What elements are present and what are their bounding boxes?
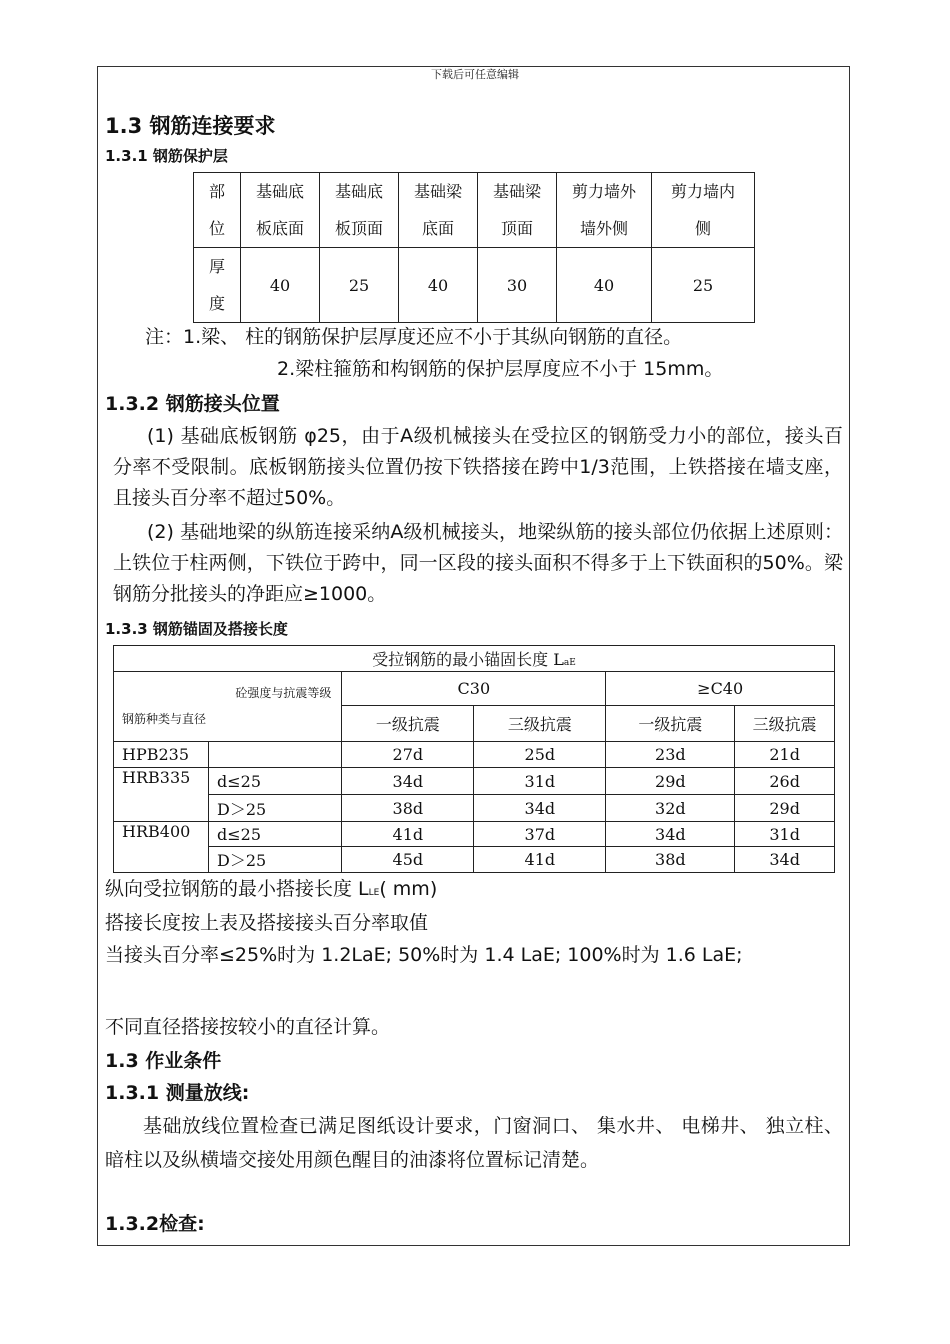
anchor-value: 34d	[735, 847, 835, 873]
cover-row-label-part: 部 位	[194, 173, 241, 248]
table-row	[114, 768, 835, 795]
bar-diameter: d≤25	[209, 822, 342, 847]
grade-c30: C30	[342, 672, 606, 706]
seismic-header: 一级抗震	[606, 706, 735, 742]
cover-col-header: 剪力墙内 侧	[652, 173, 755, 248]
note-1: 注：1.梁、 柱的钢筋保护层厚度还应不小于其纵向钢筋的直径。	[145, 326, 683, 348]
anchor-value: 31d	[735, 822, 835, 847]
page-header: 下载后可任意编辑	[431, 68, 519, 81]
lap-length-title: 纵向受拉钢筋的最小搭接长度 LLE( mm)	[105, 878, 438, 900]
bar-diameter	[209, 742, 342, 768]
cover-value: 25	[320, 248, 399, 323]
section-1-3-2-check-title: 1.3.2检查:	[105, 1213, 205, 1235]
anchorage-corner-cell	[114, 672, 342, 742]
anchor-value: 34d	[342, 768, 474, 795]
note-2: 2.梁柱箍筋和构钢筋的保护层厚度应不小于 15mm。	[277, 358, 724, 380]
anchor-value: 34d	[606, 822, 735, 847]
anchor-value: 25d	[474, 742, 606, 768]
paragraph-survey: 基础放线位置检查已满足图纸设计要求，门窗洞口、 集水井、 电梯井、 独立柱、 暗柱以及纵横墙交接处用颜色醒目的油漆将位置标记清楚。	[105, 1115, 843, 1171]
anchor-value: 23d	[606, 742, 735, 768]
cover-col-header: 剪力墙外 墙外侧	[557, 173, 652, 248]
seismic-header: 三级抗震	[735, 706, 835, 742]
anchor-value: 29d	[606, 768, 735, 795]
paragraph-joint-1: (1) 基础底板钢筋 φ25，由于A级机械接头在受拉区的钢筋受力小的部位，接头百分率不受限制。底板钢筋接头位置仍按下铁搭接在跨中1/3范围，上铁搭接在墙支座，且接头百分率不超过50%。	[113, 425, 843, 509]
corner-top-label: 砼强度与抗震等级	[235, 686, 332, 700]
anchor-value: 38d	[606, 847, 735, 873]
anchor-value: 45d	[342, 847, 474, 873]
section-1-3-1-survey-title: 1.3.1 测量放线:	[105, 1082, 250, 1104]
bar-diameter: D＞25	[209, 847, 342, 873]
bar-type: HRB335	[114, 768, 209, 822]
anchorage-grade-row	[114, 672, 835, 706]
corner-bottom-label: 钢筋种类与直径	[122, 712, 207, 726]
lap-length-line-3: 不同直径搭接按较小的直径计算。	[105, 1016, 391, 1038]
anchor-value: 27d	[342, 742, 474, 768]
table-row	[114, 847, 835, 873]
section-1-3-2-title: 1.3.2 钢筋接头位置	[105, 393, 280, 415]
anchor-value: 21d	[735, 742, 835, 768]
anchor-value: 26d	[735, 768, 835, 795]
cover-col-header: 基础梁 底面	[399, 173, 478, 248]
anchorage-table	[113, 645, 835, 873]
cover-table	[193, 172, 755, 323]
bar-diameter: D＞25	[209, 795, 342, 822]
table-row	[114, 742, 835, 768]
anchor-value: 34d	[474, 795, 606, 822]
section-1-3-work-conditions-title: 1.3 作业条件	[105, 1050, 222, 1072]
lap-length-line-1: 搭接长度按上表及搭接接头百分率取值	[105, 912, 429, 934]
cover-table-header-row	[194, 173, 755, 248]
anchor-value: 29d	[735, 795, 835, 822]
section-1-3-1-title: 1.3.1 钢筋保护层	[105, 147, 228, 165]
table-row	[114, 795, 835, 822]
grade-c40: ≥C40	[606, 672, 835, 706]
cover-col-header: 基础底 板顶面	[320, 173, 399, 248]
cover-value: 40	[241, 248, 320, 323]
seismic-header: 三级抗震	[474, 706, 606, 742]
table-row	[114, 822, 835, 847]
cover-table-value-row	[194, 248, 755, 323]
cover-value: 40	[399, 248, 478, 323]
seismic-header: 一级抗震	[342, 706, 474, 742]
section-1-3-3-title: 1.3.3 钢筋锚固及搭接长度	[105, 620, 288, 638]
paragraph-joint-2: (2) 基础地梁的纵筋连接采纳A级机械接头，地梁纵筋的接头部位仍依据上述原则：上铁位于柱两侧，下铁位于跨中，同一区段的接头面积不得多于上下铁面积的50%。梁钢筋分批接头的净距应≥1000。	[113, 521, 843, 605]
section-1-3-title: 1.3 钢筋连接要求	[105, 114, 276, 138]
anchor-value: 41d	[474, 847, 606, 873]
anchor-value: 32d	[606, 795, 735, 822]
anchorage-caption: 受拉钢筋的最小锚固长度 LaE	[114, 646, 835, 672]
bar-type: HPB235	[114, 742, 209, 768]
anchor-value: 38d	[342, 795, 474, 822]
cover-value: 25	[652, 248, 755, 323]
cover-col-header: 基础梁 顶面	[478, 173, 557, 248]
lap-length-line-2: 当接头百分率≤25%时为 1.2LaE; 50%时为 1.4 LaE; 100%时为 1.6 LaE;	[105, 944, 743, 966]
bar-type: HRB400	[114, 822, 209, 873]
cover-value: 40	[557, 248, 652, 323]
cover-col-header: 基础底 板底面	[241, 173, 320, 248]
anchor-value: 37d	[474, 822, 606, 847]
bar-diameter: d≤25	[209, 768, 342, 795]
anchor-value: 41d	[342, 822, 474, 847]
anchorage-caption-row	[114, 646, 835, 672]
anchor-value: 31d	[474, 768, 606, 795]
cover-row-label-thickness: 厚 度	[194, 248, 241, 323]
cover-value: 30	[478, 248, 557, 323]
